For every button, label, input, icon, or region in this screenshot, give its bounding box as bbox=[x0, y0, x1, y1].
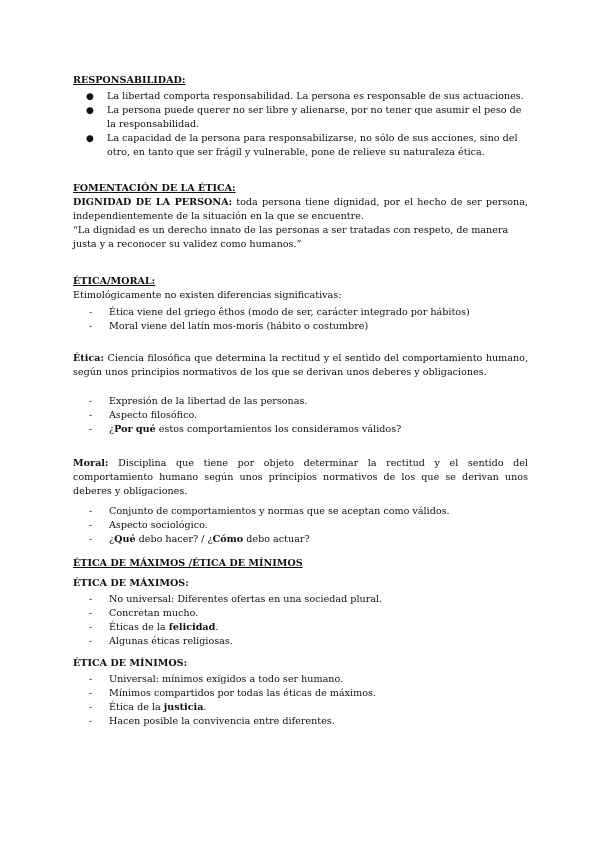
list-item: ● La capacidad de la persona para responsabilizarse, no sólo de sus acciones, sino del otro, en tanto que ser frágil y vulnerable, pone de relieve su naturaleza ética. bbox=[86, 133, 518, 158]
list-item: - ¿Qué debo hacer? / ¿Cómo debo actuar? bbox=[89, 534, 310, 545]
list-item: ● La persona puede querer no ser libre y alienarse, por no tener que asumir el peso de la responsabilidad. bbox=[86, 105, 522, 130]
dash-marker: - bbox=[89, 674, 93, 685]
heading-minimos: ÉTICA DE MÍNIMOS: bbox=[73, 658, 188, 669]
dash-marker: - bbox=[89, 636, 93, 647]
bullet-icon: ● bbox=[86, 134, 94, 144]
dash-marker: - bbox=[89, 702, 93, 713]
list-item: - Éticas de la felicidad. bbox=[89, 622, 219, 633]
heading-etica-moral: ÉTICA/MORAL: bbox=[73, 276, 156, 287]
etica-list bbox=[73, 395, 528, 437]
dash-marker: - bbox=[89, 608, 93, 619]
dignidad-label: DIGNIDAD DE LA PERSONA: bbox=[73, 197, 233, 208]
heading-maximos-minimos: ÉTICA DE MÁXIMOS /ÉTICA DE MÍNIMOS bbox=[73, 558, 303, 569]
list-item: - Algunas éticas religiosas. bbox=[89, 636, 233, 647]
list-item: - Expresión de la libertad de las personas. bbox=[89, 396, 308, 407]
dash-marker: - bbox=[89, 424, 93, 435]
etica-definition: Ética: Ciencia filosófica que determina la rectitud y el sentido del comportamiento humano, según unos principios normativos de los que se derivan unos deberes y obligaciones. bbox=[73, 353, 528, 378]
section-maximos-minimos bbox=[73, 557, 528, 729]
minimos-list bbox=[73, 673, 528, 729]
list-item: - ¿Por qué estos comportamientos los consideramos válidos? bbox=[89, 424, 402, 435]
section-responsabilidad bbox=[73, 74, 528, 160]
dash-marker: - bbox=[89, 594, 93, 605]
section-fomentacion bbox=[73, 182, 528, 252]
dash-marker: - bbox=[89, 506, 93, 517]
moral-list bbox=[73, 505, 528, 547]
heading-fomentacion: FOMENTACIÓN DE LA ÉTICA: bbox=[73, 183, 236, 194]
dash-marker: - bbox=[89, 321, 93, 332]
bullet-icon: ● bbox=[86, 92, 94, 102]
etica-label: Ética: bbox=[73, 353, 104, 364]
heading-responsabilidad: RESPONSABILIDAD: bbox=[73, 75, 186, 86]
dash-marker: - bbox=[89, 307, 93, 318]
list-item: - Mínimos compartidos por todas las éticas de máximos. bbox=[89, 688, 376, 699]
list-item: - Hacen posible la convivencia entre diferentes. bbox=[89, 716, 335, 727]
dash-marker: - bbox=[89, 410, 93, 421]
list-item: - No universal: Diferentes ofertas en una sociedad plural. bbox=[89, 594, 383, 605]
list-item: - Concretan mucho. bbox=[89, 608, 199, 619]
section-etica bbox=[73, 352, 528, 437]
dash-marker: - bbox=[89, 520, 93, 531]
section-moral bbox=[73, 457, 528, 547]
heading-maximos: ÉTICA DE MÁXIMOS: bbox=[73, 578, 189, 589]
list-item: - Moral viene del latín mos-moris (hábito o costumbre) bbox=[89, 321, 369, 332]
dignidad-quote: “La dignidad es un derecho innato de las personas a ser tratadas con respeto, de manera justa y a reconocer su validez como humanos.” bbox=[73, 225, 509, 250]
moral-label: Moral: bbox=[73, 458, 109, 469]
moral-definition: Moral: Disciplina que tiene por objeto determinar la rectitud y el sentido del comportamiento humano según unos principios normativos de los que se derivan unos deberes y obligaciones. bbox=[73, 458, 528, 497]
list-item: - Conjunto de comportamientos y normas que se aceptan como válidos. bbox=[89, 506, 450, 517]
maximos-list bbox=[73, 593, 528, 649]
etica-moral-list bbox=[73, 306, 528, 334]
dash-marker: - bbox=[89, 716, 93, 727]
list-item: - Ética de la justicia. bbox=[89, 702, 207, 713]
dash-marker: - bbox=[89, 622, 93, 633]
dignidad-paragraph: DIGNIDAD DE LA PERSONA: toda persona tiene dignidad, por el hecho de ser persona, independientemente de la situación en la que se encuentre. bbox=[73, 197, 528, 222]
list-item: - Universal: mínimos exigidos a todo ser humano. bbox=[89, 674, 344, 685]
dash-marker: - bbox=[89, 534, 93, 545]
etica-moral-intro: Etimológicamente no existen diferencias significativas: bbox=[73, 290, 342, 301]
section-etica-moral bbox=[73, 275, 528, 334]
list-item: - Ética viene del griego êthos (modo de ser, carácter integrado por hábitos) bbox=[89, 307, 470, 318]
list-item: - Aspecto sociológico. bbox=[89, 520, 208, 531]
bullet-icon: ● bbox=[86, 106, 94, 116]
list-item: - Aspecto filosófico. bbox=[89, 410, 198, 421]
dash-marker: - bbox=[89, 688, 93, 699]
dash-marker: - bbox=[89, 396, 93, 407]
responsabilidad-list bbox=[73, 90, 528, 160]
list-item: ● La libertad comporta responsabilidad. La persona es responsable de sus actuaciones. bbox=[86, 91, 524, 102]
